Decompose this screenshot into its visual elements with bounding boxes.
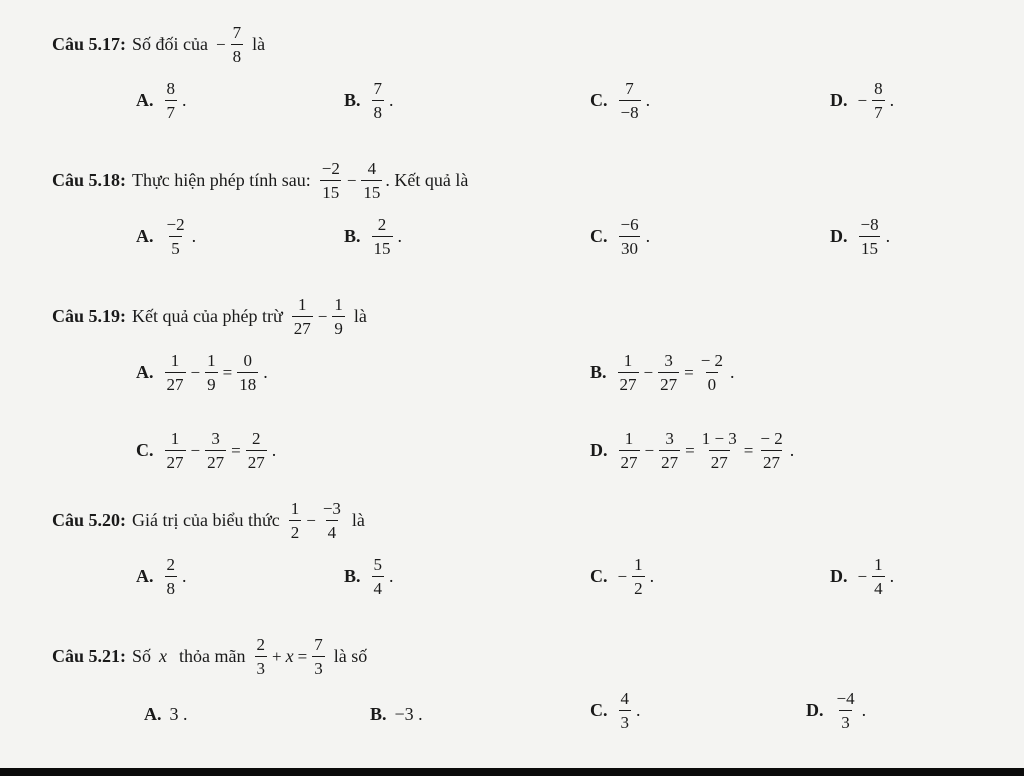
numerator: 5 [373, 555, 383, 574]
numerator: 2 [166, 555, 175, 574]
denominator: 27 [205, 450, 226, 471]
option-label: B. [370, 704, 387, 724]
option-value: −3 . [394, 704, 423, 724]
bottom-bar [0, 768, 1024, 776]
fraction [320, 160, 342, 201]
option-label: C. [590, 90, 608, 110]
numerator: 1 [874, 555, 883, 574]
minus-sign: − [857, 566, 868, 586]
denominator: 15 [859, 236, 880, 257]
numerator: 7 [232, 23, 242, 42]
question-suffix: là [351, 510, 365, 530]
option-d [590, 430, 794, 471]
option-c [590, 556, 654, 597]
denominator: 27 [709, 450, 730, 471]
question-5-20 [52, 500, 365, 541]
numerator: 2 [377, 215, 387, 234]
period: . [885, 226, 891, 246]
numerator: 7 [625, 79, 634, 98]
numerator: 1 [207, 351, 216, 370]
denominator: 27 [618, 372, 639, 393]
option-d [806, 690, 866, 731]
denominator: 27 [165, 450, 186, 471]
fraction [372, 216, 393, 257]
denominator: 8 [165, 576, 178, 597]
numerator: 3 [664, 351, 673, 370]
numerator: 2 [251, 429, 261, 448]
fraction [372, 80, 385, 121]
fraction [619, 690, 632, 731]
option-d [830, 216, 890, 257]
variable-x: x [159, 646, 168, 666]
option-b [344, 216, 402, 257]
denominator: 27 [246, 450, 267, 471]
period: . [730, 362, 735, 382]
fraction [361, 160, 382, 201]
option-label: D. [830, 90, 848, 110]
operator: − [643, 362, 654, 382]
fraction [165, 216, 187, 257]
numerator: 1 [170, 429, 180, 448]
denominator: 15 [320, 180, 341, 201]
numerator: 8 [166, 79, 175, 98]
option-c [590, 80, 650, 121]
option-value: 3 . [169, 704, 188, 724]
option-label: D. [806, 700, 824, 720]
question-stem: Thực hiện phép tính sau: [132, 170, 311, 190]
numerator: 2 [256, 635, 266, 654]
equals-sign: = [222, 362, 233, 382]
option-label: C. [590, 566, 608, 586]
period: . [389, 90, 394, 110]
denominator: 3 [619, 710, 632, 731]
period: . [182, 90, 187, 110]
minus-sign: − [617, 566, 628, 586]
fraction [835, 690, 857, 731]
fraction [289, 500, 302, 541]
option-a [136, 352, 268, 393]
numerator: −2 [321, 159, 340, 178]
numerator: −4 [836, 689, 855, 708]
numerator: 4 [620, 689, 629, 708]
option-b [370, 704, 423, 725]
question-5-17 [52, 24, 265, 65]
operator: − [306, 510, 316, 530]
question-number: Câu 5.19: [52, 306, 127, 326]
numerator: 1 [297, 295, 307, 314]
option-a [144, 704, 188, 725]
minus-sign: − [857, 90, 868, 110]
numerator: 8 [874, 79, 883, 98]
option-label: D. [590, 440, 608, 460]
fraction [205, 430, 226, 471]
fraction [205, 352, 218, 393]
question-number: Câu 5.17: [52, 34, 127, 54]
question-stem: Số đối của [132, 34, 209, 54]
option-label: A. [136, 90, 154, 110]
question-number: Câu 5.21: [52, 646, 127, 666]
numerator: −6 [620, 215, 639, 234]
numerator: 1 [624, 429, 634, 448]
equals-sign: = [684, 362, 694, 382]
fraction [231, 24, 244, 65]
fraction [165, 430, 186, 471]
denominator: 3 [839, 710, 852, 731]
period: . [263, 362, 268, 382]
operator: − [317, 306, 328, 326]
option-c [136, 430, 276, 471]
numerator: −2 [166, 215, 185, 234]
denominator: 7 [872, 100, 885, 121]
numerator: 1 [290, 499, 300, 518]
question-5-18 [52, 160, 468, 201]
numerator: 3 [211, 429, 220, 448]
denominator: 18 [237, 372, 258, 393]
denominator: 30 [619, 236, 640, 257]
plus-sign: + [272, 646, 282, 666]
option-label: B. [344, 566, 361, 586]
period: . [889, 566, 895, 586]
fraction [292, 296, 313, 337]
fraction [758, 430, 784, 471]
question-stem: Kết quả của phép trừ [132, 306, 283, 326]
fraction [165, 556, 178, 597]
fraction [321, 500, 343, 541]
denominator: 4 [872, 576, 885, 597]
numerator: 1 [170, 351, 180, 370]
fraction [312, 636, 325, 677]
option-label: A. [136, 362, 154, 382]
operator: − [190, 362, 201, 382]
numerator: 1 [623, 351, 633, 370]
denominator: 27 [659, 450, 680, 471]
numerator: −3 [322, 499, 341, 518]
option-a [136, 556, 187, 597]
denominator: 15 [372, 236, 393, 257]
denominator: 4 [372, 576, 385, 597]
question-number: Câu 5.18: [52, 170, 127, 190]
numerator: −8 [860, 215, 879, 234]
minus-sign: − [216, 34, 226, 54]
fraction [332, 296, 345, 337]
option-c [590, 690, 641, 731]
fraction [619, 80, 641, 121]
operator: − [190, 440, 201, 460]
period: . [649, 566, 655, 586]
denominator: 0 [706, 372, 719, 393]
fraction [255, 636, 268, 677]
numerator: 1 [634, 555, 643, 574]
option-label: A. [136, 566, 154, 586]
denominator: 27 [761, 450, 782, 471]
period: . [271, 440, 277, 460]
period: . [636, 700, 641, 720]
period: . [182, 566, 187, 586]
period: . [397, 226, 403, 246]
numerator: 4 [367, 159, 377, 178]
option-a [136, 216, 196, 257]
denominator: 5 [169, 236, 182, 257]
denominator: 7 [165, 100, 178, 121]
denominator: 8 [231, 44, 244, 65]
numerator: − 2 [760, 429, 783, 448]
denominator: 8 [372, 100, 385, 121]
question-5-19 [52, 296, 367, 337]
question-stem: Số [132, 646, 152, 666]
option-label: A. [136, 226, 154, 246]
option-d [830, 80, 894, 121]
fraction [237, 352, 258, 393]
fraction [700, 430, 739, 471]
denominator: 27 [619, 450, 640, 471]
option-b [344, 556, 394, 597]
denominator: 15 [361, 180, 382, 201]
operator: − [644, 440, 655, 460]
period: . [789, 440, 795, 460]
fraction [165, 80, 178, 121]
option-label: C. [136, 440, 154, 460]
option-label: A. [144, 704, 162, 724]
question-stem: Giá trị của biểu thức [132, 510, 280, 530]
option-b [344, 80, 394, 121]
fraction [619, 430, 640, 471]
question-suffix: . Kết quả là [385, 170, 469, 190]
fraction [618, 352, 639, 393]
equals-sign: = [297, 646, 308, 666]
option-a [136, 80, 187, 121]
variable-x: x [285, 646, 294, 666]
denominator: 9 [205, 372, 218, 393]
option-label: D. [830, 226, 848, 246]
numerator: 1 − 3 [701, 429, 737, 448]
period: . [645, 226, 651, 246]
option-b [590, 352, 735, 393]
option-label: C. [590, 700, 608, 720]
denominator: 27 [165, 372, 186, 393]
fraction [699, 352, 725, 393]
numerator: 1 [334, 295, 343, 314]
option-label: C. [590, 226, 608, 246]
numerator: 0 [243, 351, 252, 370]
fraction [165, 352, 186, 393]
denominator: 9 [332, 316, 345, 337]
denominator: 2 [289, 520, 302, 541]
denominator: 3 [255, 656, 268, 677]
fraction [659, 430, 680, 471]
fraction [372, 556, 385, 597]
period: . [191, 226, 197, 246]
numerator: 3 [665, 429, 674, 448]
equals-sign: = [685, 440, 695, 460]
option-label: B. [344, 90, 361, 110]
option-label: B. [590, 362, 607, 382]
period: . [389, 566, 394, 586]
question-suffix: là số [333, 646, 368, 666]
fraction [658, 352, 679, 393]
question-5-21 [52, 636, 367, 677]
option-label: D. [830, 566, 848, 586]
denominator: −8 [619, 100, 641, 121]
denominator: 27 [292, 316, 313, 337]
numerator: 7 [314, 635, 323, 654]
option-c [590, 216, 650, 257]
numerator: − 2 [700, 351, 724, 370]
numerator: 7 [373, 79, 383, 98]
denominator: 2 [632, 576, 645, 597]
fraction [619, 216, 641, 257]
equals-sign: = [743, 440, 754, 460]
option-label: B. [344, 226, 361, 246]
fraction [872, 556, 885, 597]
fraction [632, 556, 645, 597]
equals-sign: = [231, 440, 241, 460]
period: . [861, 700, 867, 720]
question-suffix: là [353, 306, 367, 326]
period: . [645, 90, 651, 110]
denominator: 3 [312, 656, 325, 677]
option-d [830, 556, 894, 597]
fraction [872, 80, 885, 121]
question-stem-2: thỏa mãn [179, 646, 246, 666]
question-suffix: là [252, 34, 266, 54]
denominator: 4 [326, 520, 339, 541]
question-number: Câu 5.20: [52, 510, 127, 530]
fraction [859, 216, 881, 257]
operator: − [346, 170, 357, 190]
fraction [246, 430, 267, 471]
period: . [889, 90, 895, 110]
denominator: 27 [658, 372, 679, 393]
